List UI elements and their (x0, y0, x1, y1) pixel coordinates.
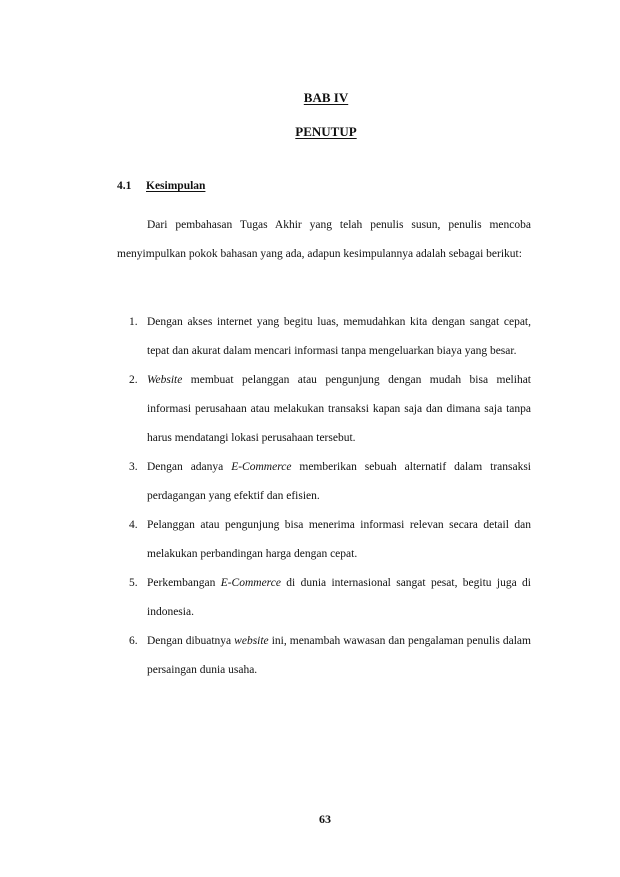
item-text-after: membuat pelanggan atau pengunjung dengan mudah bisa melihat informasi perusahaan atau melakukan transaksi kapan saja dan dimana saja tanpa harus mendatangi lokasi perusahaan tersebut. (147, 374, 531, 444)
chapter-number: BAB IV (303, 90, 349, 105)
item-text-emphasis: E-Commerce (231, 461, 292, 473)
chapter-title: PENUTUP (295, 124, 357, 139)
list-item (117, 453, 531, 511)
item-text-after: di dunia internasional sangat pesat, begitu juga di indonesia. (147, 577, 531, 618)
item-text-after: Dengan akses internet yang begitu luas, memudahkan kita dengan sangat cepat, tepat dan akurat dalam mencari informasi tanpa mengeluarkan biaya yang besar. (147, 316, 531, 357)
item-text-after: ini, menambah wawasan dan pengalaman penulis dalam persaingan dunia usaha. (147, 635, 531, 676)
item-text-emphasis: Website (147, 374, 183, 386)
list-item (117, 366, 531, 453)
list-marker: 1. (129, 316, 138, 328)
section-heading (117, 180, 533, 192)
item-text-after: memberikan sebuah alternatif dalam transaksi perdagangan yang efektif dan efisien. (147, 461, 531, 502)
conclusion-list (117, 308, 531, 685)
list-marker: 3. (129, 461, 138, 473)
item-text-emphasis: E-Commerce (220, 577, 281, 589)
item-text-before: Dengan dibuatnya (147, 635, 235, 647)
list-marker: 6. (129, 635, 138, 647)
list-item (117, 511, 531, 569)
list-marker: 5. (129, 577, 138, 589)
list-item (117, 627, 531, 685)
section-number: 4.1 (117, 180, 132, 192)
page-number: 63 (319, 812, 331, 826)
list-marker: 4. (129, 519, 138, 531)
item-text-before: Dengan adanya (147, 461, 232, 473)
list-marker: 2. (129, 374, 138, 386)
item-text-emphasis: website (234, 635, 269, 647)
list-item (117, 308, 531, 366)
list-item (117, 569, 531, 627)
intro-paragraph: Dari pembahasan Tugas Akhir yang telah penulis susun, penulis mencoba menyimpulkan pokok bahasan yang ada, adapun kesimpulannya adalah sebagai berikut: (117, 219, 531, 260)
item-text-after: Pelanggan atau pengunjung bisa menerima informasi relevan secara detail dan melakukan perbandingan harga dengan cepat. (147, 519, 531, 560)
item-text-before: Perkembangan (147, 577, 221, 589)
section-title: Kesimpulan (146, 180, 206, 192)
